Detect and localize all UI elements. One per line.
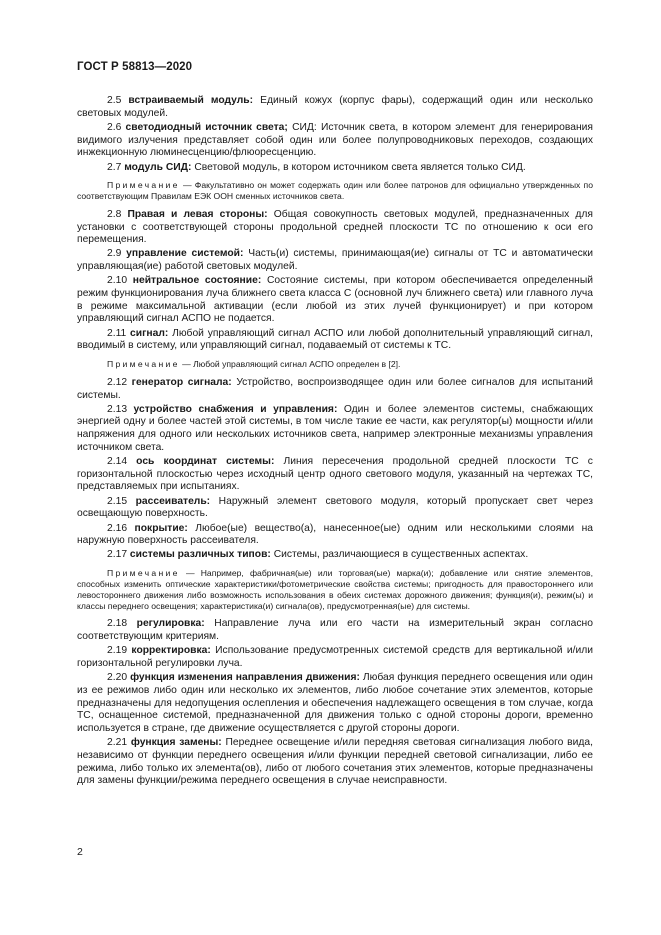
- term-name: ось координат системы:: [136, 456, 275, 468]
- term-definition: [77, 645, 593, 670]
- term-number: 2.18: [107, 618, 128, 630]
- term-name: регулировка:: [136, 618, 205, 630]
- term-number: 2.6: [107, 121, 122, 133]
- term-definition: [77, 328, 593, 353]
- term-text: Направление луча или его части на измерительный экран согласно соответствующим критериям.: [77, 618, 593, 643]
- term-name: управление системой:: [126, 248, 244, 260]
- term-name: модуль СИД:: [124, 161, 192, 173]
- term-definition: [77, 162, 593, 175]
- term-definition: [77, 456, 593, 494]
- term-text: Единый кожух (корпус фары), содержащий один или несколько световых модулей.: [77, 95, 593, 119]
- term-text: Состояние системы, при котором обеспечивается определенный режим функционирования луча ближнего света класса С (основной луч ближнего света) или главного луча в режиме максимальной активации (если любой из этих лучей функционирует) и при котором управляющий сигнал АСПО не подается.: [77, 275, 593, 325]
- term-number: 2.20: [107, 672, 128, 684]
- term-text: Любая функция переднего освещения или один из ее режимов либо один или несколько их элементов, либо любое сочетание этих элементов, которые предназначены для недопущения ослепления и обеспечения надлежащего освещения в том случае, когда ТС, оснащенное системой, предназначенной для движения только с одной стороны дороги, временно используется в стране, где движение осуществляется с другой стороны дороги.: [77, 672, 593, 734]
- term-name: устройство снабжения и управления:: [133, 403, 338, 415]
- note-label: Примечание: [107, 568, 180, 579]
- term-text: СИД: Источник света, в котором элемент для генерирования видимого излучения представляет собой один или более полупроводниковых переходов, создающих инжекционную люминесценцию/флюоресценцию.: [77, 121, 593, 159]
- term-definition: [77, 737, 593, 788]
- note-text: — Любой управляющий сигнал АСПО определен в [2].: [182, 359, 401, 370]
- term-text: Любое(ые) вещество(а), нанесенное(ые) одним или несколькими слоями на наружную поверхность рассеивателя.: [77, 522, 593, 547]
- term-number: 2.13: [107, 403, 128, 415]
- term-definition: [77, 496, 593, 521]
- term-text: Часть(и) системы, принимающая(ие) сигналы от ТС и автоматически управляющая(ие) работой световых модулей.: [77, 248, 593, 273]
- term-definition: [77, 248, 593, 273]
- term-number: 2.12: [107, 376, 128, 388]
- term-text: Общая совокупность световых модулей, предназначенных для установки с соответствующей стороны продольной средней плоскости ТС по отношению к оси его перемещения.: [77, 208, 593, 246]
- term-number: 2.16: [107, 522, 128, 534]
- note-label: Примечание: [107, 359, 180, 370]
- term-text: Один и более элементов системы, снабжающих энергией одну и более частей этой системы, в том числе такие ее части, как регулятор(ы) мощности и/или напряжения для одного или нескольких источников света, например электронные механизмы управления источником света.: [77, 403, 593, 453]
- term-name: нейтральное состояние:: [132, 275, 262, 287]
- term-text: Световой модуль, в котором источником света является только СИД.: [194, 161, 526, 173]
- note: [77, 180, 593, 202]
- document-header: ГОСТ Р 58813—2020: [77, 61, 193, 73]
- term-number: 2.8: [107, 208, 122, 220]
- term-definition: [77, 122, 593, 160]
- note-text: — Например, фабричная(ые) или торговая(ые) марка(и); добавление или снятие элементов, способных изменить оптические характеристики/фотометрические свойства системы; пригодность для правостороннего или левостороннего движения либо возможность использования в обеих системах дорожного движения; функция(и), режим(ы) и классы переднего освещения; характеристика(и) сигнала(ов), предусмотренная(ые) для системы.: [77, 568, 593, 611]
- term-number: 2.17: [107, 549, 128, 561]
- term-text: Любой управляющий сигнал АСПО или любой дополнительный управляющий сигнал, вводимый в систему, или управляющий сигнал, подаваемый от системы к ТС.: [77, 327, 593, 352]
- term-definition: [77, 377, 593, 402]
- term-name: светодиодный источник света;: [125, 121, 288, 133]
- note-text: — Факультативно он может содержать один или более патронов для официально утвержденных по соответствующим Правилам ЕЭК ООН сменных источников света.: [77, 180, 593, 202]
- term-name: встраиваемый модуль:: [128, 95, 254, 106]
- term-text: Наружный элемент светового модуля, который пропускает свет через освещающую поверхность.: [77, 495, 593, 520]
- term-definition: [77, 95, 593, 120]
- term-name: рассеиватель:: [135, 495, 211, 507]
- term-number: 2.15: [107, 495, 128, 507]
- term-text: Системы, различающиеся в существенных аспектах.: [273, 549, 529, 561]
- term-name: функция изменения направления движения:: [130, 672, 360, 684]
- term-definition: [77, 523, 593, 548]
- term-definition: [77, 275, 593, 326]
- term-text: Устройство, воспроизводящее один или более сигналов для испытаний системы.: [77, 376, 593, 401]
- note-label: Примечание: [107, 180, 180, 191]
- term-definition: [77, 672, 593, 736]
- term-name: покрытие:: [134, 522, 188, 534]
- term-text: Переднее освещение и/или передняя световая сигнализация любого вида, независимо от функции переднего освещения и/или функции передней световой сигнализации, либо ее режима, либо только их элемента(ов), либо от любого сочетания этих элементов, которые предназначены для замены функции/режима переднего освещения в случае неисправности.: [77, 737, 593, 787]
- term-name: функция замены:: [130, 737, 222, 749]
- term-number: 2.10: [107, 275, 128, 287]
- page-number: 2: [77, 846, 83, 858]
- term-name: системы различных типов:: [129, 549, 271, 561]
- term-definition: [77, 209, 593, 247]
- term-name: Правая и левая стороны:: [127, 208, 268, 220]
- term-definition: [77, 404, 593, 455]
- term-number: 2.5: [107, 95, 122, 106]
- term-number: 2.11: [107, 327, 127, 339]
- term-number: 2.9: [107, 248, 122, 260]
- note: [77, 359, 593, 370]
- term-definition: [77, 549, 593, 562]
- term-name: корректировка:: [131, 645, 211, 657]
- term-number: 2.14: [107, 456, 128, 468]
- term-number: 2.21: [107, 737, 128, 749]
- term-number: 2.7: [107, 161, 122, 173]
- term-text: Использование предусмотренных системой средств для вертикальной и/или горизонтальной регулировки луча.: [77, 645, 593, 669]
- term-text: Линия пересечения продольной средней плоскости ТС с горизонтальной плоскостью через исходный центр одного светового модуля, указанный на чертежах ТС, представляемых при испытаниях.: [77, 456, 593, 493]
- term-name: генератор сигнала:: [131, 376, 232, 388]
- term-number: 2.19: [107, 645, 128, 657]
- document-body: [77, 95, 593, 790]
- note: [77, 568, 593, 611]
- term-definition: [77, 618, 593, 643]
- term-name: сигнал:: [130, 327, 169, 339]
